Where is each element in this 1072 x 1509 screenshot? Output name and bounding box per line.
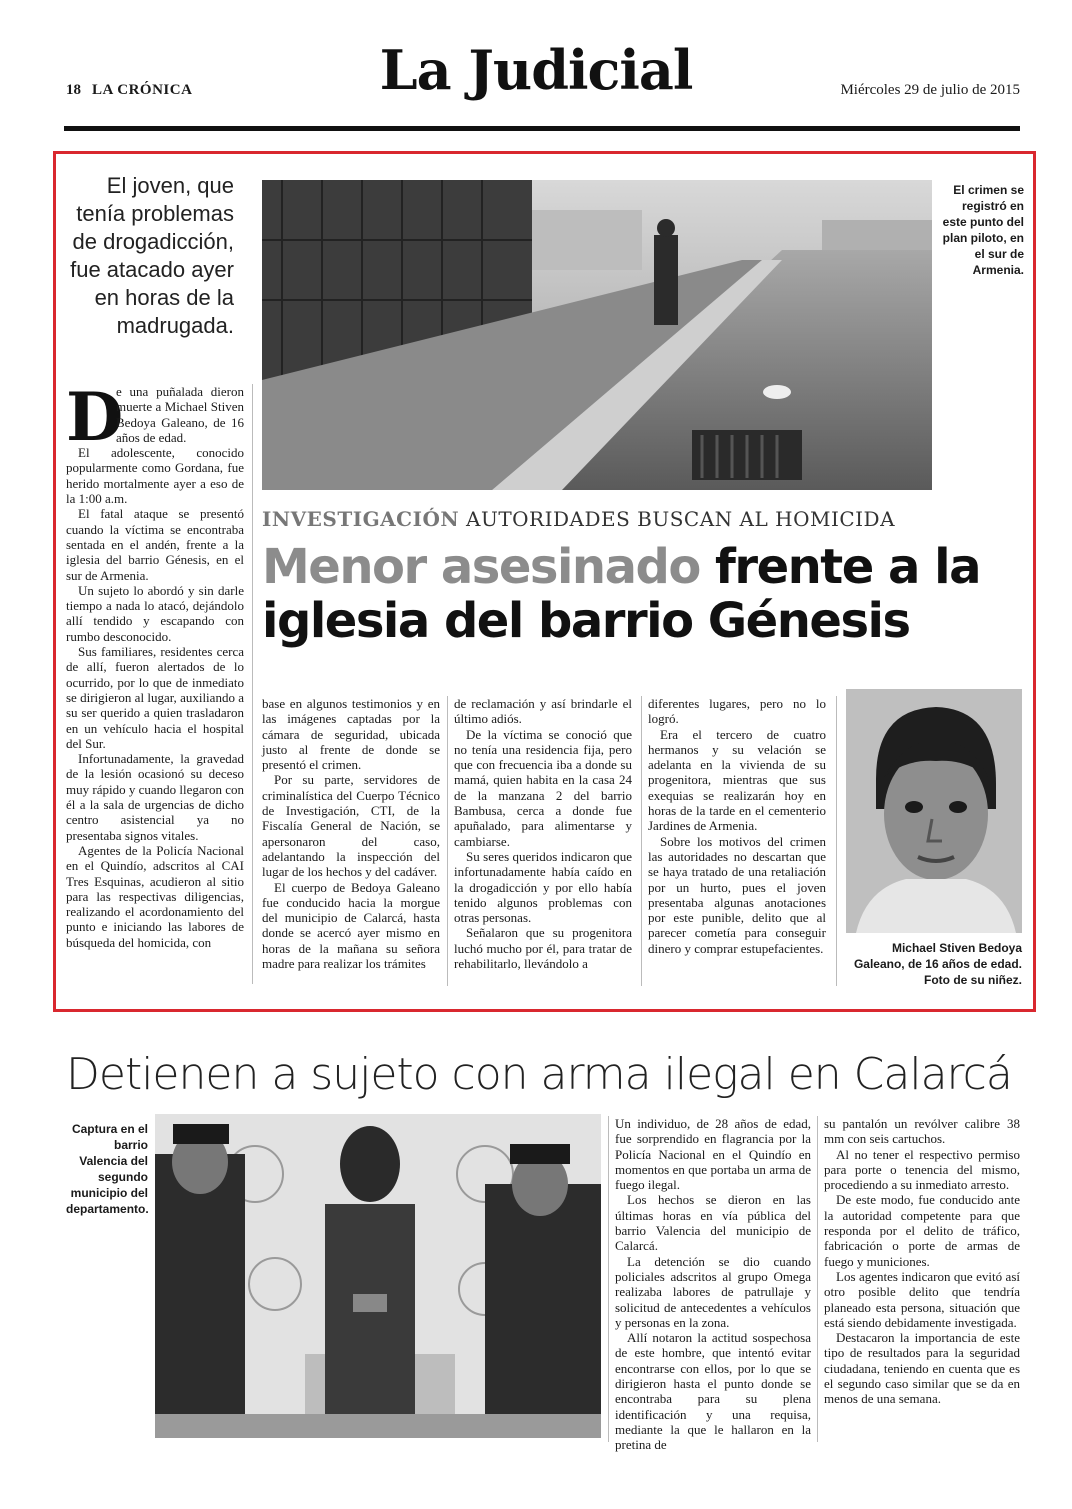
kicker-label: INVESTIGACIÓN — [262, 507, 460, 531]
headline-gray-part: Menor asesinado — [262, 539, 700, 595]
drop-cap-spacer — [66, 384, 116, 442]
column-divider — [252, 384, 253, 984]
paragraph: Era el tercero de cuatro hermanos y su velación se adelanta en la vivienda de su progenitora, mientras que sus exequias se realizarán hoy en horas de la tarde en el cementerio Jardines de Armenia. — [648, 726, 826, 834]
second-article-column-1 — [615, 1116, 811, 1453]
crime-scene-photo — [262, 180, 932, 490]
paragraph: Por su parte, servidores de criminalística del Cuerpo Técnico de Investigación, CTI, de la Fiscalía General de Nación, se apersonaron del caso, adelantando la inspección del lugar de los hechos y del cadáver. — [262, 772, 440, 880]
page-date: Miércoles 29 de julio de 2015 — [840, 82, 1020, 98]
paragraph: Agentes de la Policía Nacional en el Quindío, adscritos al CAI Tres Esquinas, acudieron al sitio para las respectivas diligencias, realizando el acordonamiento del punto e iniciando las labores de búsqueda del homicida, con — [66, 842, 244, 950]
victim-portrait-photo — [846, 689, 1022, 933]
arrest-photo — [155, 1114, 601, 1438]
main-headline — [262, 540, 1032, 648]
column-divider — [817, 1116, 818, 1442]
arrest-photo-caption: Captura en el barrio Valencia del segundo municipio del departamento. — [66, 1122, 149, 1216]
column-divider — [641, 696, 642, 986]
column-divider — [447, 696, 448, 986]
paragraph: De la víctima se conoció que no tenía una residencia fija, pero que con frecuencia iba a donde su mamá, quien habita en la casa 24 de la manzana 2 del barrio Bambusa, cerca a donde fue apuñalado, para alimentarse y cambiarse. — [454, 726, 632, 849]
paragraph: Sus familiares, residentes cerca de allí, fueron alertados de lo ocurrido, por lo que de inmediato se dirigieron al lugar, auxiliando a su ser querido a quien trasladaron en un vehículo hacia el hospital del Sur. — [66, 644, 244, 751]
paragraph: El adolescente, conocido popularmente como Gordana, fue herido mortalmente ayer a eso de la 1:00 a.m. — [66, 445, 244, 507]
paragraph: Destacaron la importancia de este tipo de resultados para la seguridad ciudadana, teniendo en cuenta que es el segundo caso similar que se da en menos de una semana. — [824, 1330, 1020, 1407]
paragraph: Señalaron que su progenitora luchó mucho por él, para tratar de rehabilitarlo, llevándolo a — [454, 925, 632, 972]
paragraph: De este modo, fue conducido ante la autoridad competente para que responda por el delito de tráfico, fabricación o porte de armas de fuego y municiones. — [824, 1192, 1020, 1269]
paragraph: diferentes lugares, pero no lo logró. — [648, 696, 826, 727]
paragraph: Los hechos se dieron en las últimas horas en vía pública del barrio Valencia del municipio de Calarcá. — [615, 1192, 811, 1254]
paragraph: de reclamación y así brindarle el último adiós. — [454, 696, 632, 727]
paragraph: Su seres queridos indicaron que infortunadamente había caído en la drogadicción y por ello había tenido algunos problemas con otras personas. — [454, 848, 632, 926]
section-title: La Judicial — [379, 38, 693, 102]
paragraph: La detención se dio cuando policiales adscritos al grupo Omega realizaba labores de patrullaje y solicitud de antecedentes a vehículos y personas en la zona. — [615, 1253, 811, 1330]
masthead-rule — [64, 126, 1020, 131]
crime-scene-caption: El crimen se registró en este punto del plan piloto, en el sur de Armenia. — [942, 183, 1024, 277]
paragraph: El fatal ataque se presentó cuando la víctima se encontraba sentada en el andén, frente a la iglesia del barrio Génesis, en el sur de Armenia. — [66, 506, 244, 583]
column-divider — [608, 1116, 609, 1442]
kicker — [262, 507, 962, 531]
kicker-text: AUTORIDADES BUSCAN AL HOMICIDA — [466, 507, 896, 531]
paragraph: Allí notaron la actitud sospechosa de este hombre, que intentó evitar encontrarse con ellos, por lo que se dirigieron hasta el punto donde se encontraba para su plena identificación y una requisa, mediante la que le hallaron en la pretina de — [615, 1330, 811, 1453]
page-number: 18 — [66, 82, 81, 98]
column-divider — [836, 696, 837, 986]
paragraph: e una puñalada dieron muerte a Michael Stiven Bedoya Galeano, de 16 años de edad. — [116, 384, 244, 445]
paragraph: Un sujeto lo abordó y sin darle tiempo a nada lo atacó, dejándolo allí tendido y escapando con rumbo desconocido. — [66, 582, 244, 644]
main-article-column-3 — [454, 696, 632, 971]
lead-quote: El joven, que tenía problemas de drogadicción, fue atacado ayer en horas de la madrugada. — [70, 173, 234, 338]
paragraph: Un individuo, de 28 años de edad, fue sorprendido en flagrancia por la Policía Nacional en el Quindío en momentos en que portaba un arma de fuego ilegal. — [615, 1116, 811, 1193]
paragraph: Infortunadamente, la gravedad de la lesión ocasionó su deceso muy rápido y cuando llegaron con él a la sala de urgencias de dicho centro asistencial ya no presentaba signos vitales. — [66, 751, 244, 843]
paragraph: Los agentes indicaron que evitó así otro posible delito que tendría planeado esta persona, situación que está siendo debidamente investigada. — [824, 1268, 1020, 1330]
paragraph: Al no tener el respectivo permiso para porte o tenencia del mismo, procediendo a su inmediato arresto. — [824, 1146, 1020, 1193]
main-article-column-4 — [648, 696, 826, 956]
victim-portrait-caption: Michael Stiven Bedoya Galeano, de 16 años de edad. Foto de su niñez. — [853, 941, 1022, 987]
arrest-photo-icon — [155, 1114, 601, 1438]
crime-scene-photo-icon — [262, 180, 932, 490]
drop-cap: D — [66, 378, 124, 456]
headline-dark-part: frente a la iglesia del barrio Génesis — [262, 539, 980, 649]
main-article-column-1 — [66, 378, 244, 950]
paragraph: Sobre los motivos del crimen las autoridades no descartan que se haya tratado de una retaliación por un hurto, pues el joven presentaba algunas anotaciones por este punible, delito que al parecer cometía para conseguir dinero y comprar estupefacientes. — [648, 833, 826, 956]
newspaper-name: LA CRÓNICA — [92, 82, 193, 98]
paragraph: su pantalón un revólver calibre 38 mm con seis cartuchos. — [824, 1116, 1020, 1147]
portrait-icon — [846, 689, 1022, 933]
second-headline: Detienen a sujeto con arma ilegal en Calarcá — [66, 1049, 1012, 1100]
second-article-column-2 — [824, 1116, 1020, 1407]
main-article-column-2 — [262, 696, 440, 971]
paragraph: El cuerpo de Bedoya Galeano fue conducido hacia la morgue del municipio de Calarcá, hasta donde se acercó ayer mismo en horas de la mañana su señora madre para realizar los trámites — [262, 879, 440, 972]
paragraph: base en algunos testimonios y en las imágenes captadas por la cámara de seguridad, ubicada justo al frente de donde se presentó el crimen. — [262, 696, 440, 773]
